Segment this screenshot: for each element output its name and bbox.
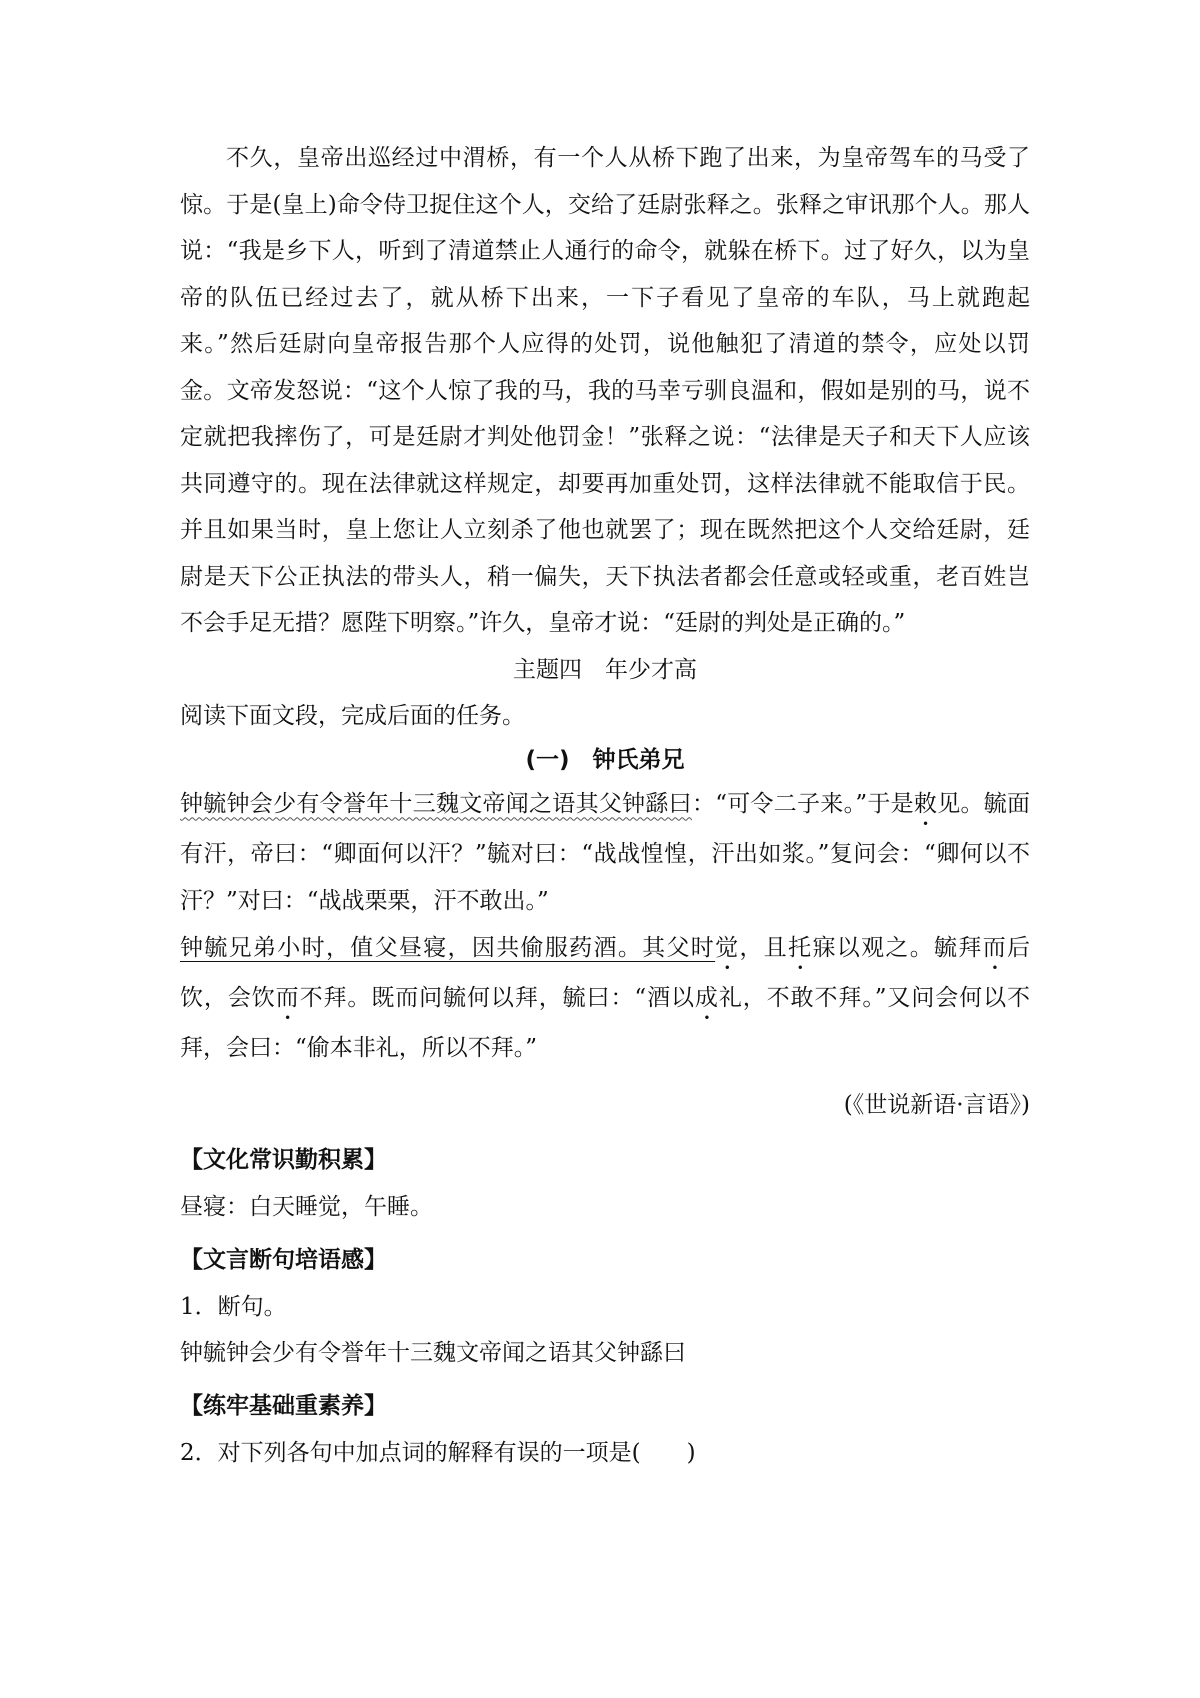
passage-paragraph-2 (180, 925, 1030, 1072)
text-segment: 见。毓面有汗，帝曰：“卿面何以汗？”毓对曰：“战战惶惶，汗出如浆。”复问会：“卿何以不汗？”对曰：“战战栗栗，汗不敢出。” (180, 790, 1031, 914)
dotted-word: 而 (275, 984, 300, 1011)
text-segment: 礼，不敢不拜。”又问会何以不拜，会曰：“偷本非礼，所以不拜。” (180, 984, 1031, 1061)
theme-title: 主题四 年少才高 (513, 656, 697, 683)
passage-subtitle: (一) 钟氏弟兄 (525, 746, 685, 773)
passage-source: (《世说新语·言语》) (843, 1091, 1030, 1118)
question-2-text: 2．对下列各句中加点词的解释有误的一项是( ) (180, 1439, 696, 1466)
punctuation-header: 【文言断句培语感】 (180, 1246, 387, 1273)
passage-paragraph-1 (180, 781, 1030, 925)
text-segment: 寐以观之。毓拜 (812, 934, 983, 961)
basics-header: 【练牢基础重素养】 (180, 1392, 387, 1419)
translation-paragraph: 不久，皇帝出巡经过中渭桥，有一个人从桥下跑了出来，为皇帝驾车的马受了惊。于是(皇上)命令侍卫捉住这个人，交给了廷尉张释之。张释之审讯那个人。那人说：“我是乡下人，听到了清道禁止人通行的命令，就躲在桥下。过了好久，以为皇帝的队伍已经过去了，就从桥下出来，一下子看见了皇帝的车队，马上就跑起来。”然后廷尉向皇帝报告那个人应得的处罚，说他触犯了清道的禁令，应处以罚金。文帝发怒说：“这个人惊了我的马，我的马幸亏驯良温和，假如是别的马，说不定就把我摔伤了，可是廷尉才判处他罚金！”张释之说：“法律是天子和天下人应该共同遵守的。现在法律就这样规定，却要再加重处罚，这样法律就不能取信于民。并且如果当时，皇上您让人立刻杀了他也就罢了；现在既然把这个人交给廷尉，廷尉是天下公正执法的带头人，稍一偏失，天下执法者都会任意或轻或重，老百姓岂不会手足无措？愿陛下明察。”许久，皇帝才说：“廷尉的判处是正确的。” (180, 145, 1030, 636)
dotted-word: 觉 (715, 934, 740, 961)
wavy-underlined-text: 钟毓钟会少有令誉年十三魏文帝闻之语其父钟繇曰 (180, 790, 692, 817)
text-segment: 不拜。既而问毓何以拜，毓曰：“酒以 (299, 984, 695, 1011)
dotted-word: 成 (694, 984, 719, 1011)
dotted-word: 而 (982, 934, 1008, 961)
question-1-text: 钟毓钟会少有令誉年十三魏文帝闻之语其父钟繇曰 (180, 1339, 686, 1366)
dotted-word: 敕 (913, 790, 938, 817)
reading-instruction: 阅读下面文段，完成后面的任务。 (180, 702, 525, 729)
underlined-sentence: 钟毓兄弟小时，值父昼寝，因共偷服药酒。其父时 (180, 934, 716, 961)
question-1-label: 1．断句。 (180, 1293, 287, 1320)
page (180, 135, 1030, 1476)
text-segment: 后饮，会饮 (180, 934, 1031, 1011)
culture-header: 【文化常识勤积累】 (180, 1146, 387, 1173)
culture-text: 昼寝：白天睡觉，午睡。 (180, 1193, 433, 1220)
text-segment: ：“可令二子来。”于是 (691, 790, 914, 817)
dotted-word: 托 (788, 934, 813, 961)
text-segment: ，且 (739, 934, 789, 961)
